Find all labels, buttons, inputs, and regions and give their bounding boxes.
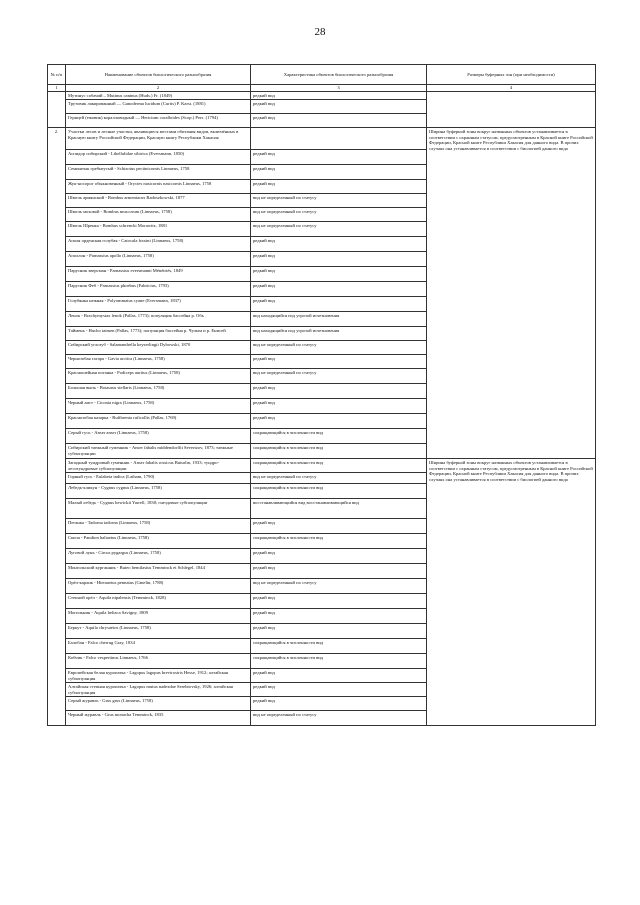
table-row [48,128,596,150]
object-status: вид не определенный по статусу [251,579,427,594]
object-status: редкий вид [251,399,427,414]
object-status: сокращающийся в численности вид [251,654,427,669]
object-name: Герицей (ежовик) коралловидный — Hericium coralloides (Scop.) Pers. (1794) [66,114,251,128]
object-name: Монгольский курганник - Buteo hemilasius Temminck et Schlegel, 1844 [66,564,251,579]
table-row [48,459,596,473]
object-name: Скопа - Pandion haliaetus (Linnaeus, 1758) [66,534,251,549]
object-name: Черный журавль - Grus monacha Temminck, 1835 [66,711,251,726]
table-header-row [48,65,596,85]
object-status: сокращающийся в численности вид [251,534,427,549]
object-name: Лебедь-кликун - Cygnus cygnus (Linnaeus, 1758) [66,484,251,499]
object-status: редкий вид [251,594,427,609]
section-number: 2. [48,128,66,726]
object-name: Западный тундровый гуменник - Anser fabalis rossicus Buturlin, 1933; тундро-лесотундровые субпопуляции [66,459,251,473]
object-status: редкий вид [251,237,427,252]
column-number: 4 [427,85,596,92]
header-number: № п/п [48,65,66,85]
object-name: Серый гусь - Anser anser (Linnaeus, 1758) [66,429,251,444]
object-status: редкий вид [251,414,427,429]
object-status: редкий вид [251,697,427,711]
object-name: Парусник Феб - Parnassius phoebus (Fabricius, 1793) [66,282,251,297]
object-name: Мутинус собачий – Mutinus caninus (Huds.) Fr. (1849) [66,92,251,100]
object-name: Орёл-карлик - Hieraaetus pennatus (Gmelin, 1788) [66,579,251,594]
table-row [48,92,596,100]
column-number: 1 [48,85,66,92]
object-name: Ленок - Brachymystax lenok (Pallas, 1773); популяция бассейна р. Обь [66,312,251,327]
object-status: вид не определенный по статусу [251,473,427,484]
object-name: Аполя орденская голубая - Catocala fraxini (Linnaeus, 1758) [66,237,251,252]
buffer-cell-empty [427,92,596,128]
object-name: Пеганка - Tadorna tadorna (Linnaeus, 1758) [66,519,251,534]
object-status: вид не определенный по статусу [251,341,427,355]
object-name: Таймень - Hucho taimen (Pallas, 1773); популяция бассейна р. Чулым и р. Енисей [66,327,251,341]
object-name: Алтайская степная куропатка - Lagopus mutus nadezdae Serebrovsky, 1926; алтайская субпопуляция [66,683,251,697]
column-number-row [48,85,596,92]
buffer-zone-note: Ширина буферной зоны вокруг названных объектов устанавливается в соответствии с охранным статусом, предусмотренным в Красной книге Российской Федерации, Красной книге Республики Хакасия для данного вида. В прочих случаях она устанавливается в соответствии с биологией данного вида [427,459,596,726]
object-name: Балобан - Falco cherrug Gray, 1834 [66,639,251,654]
buffer-zone-note: Ширина буферной зоны вокруг названных объектов устанавливается в соответствии с охранным статусом, предусмотренным в Красной книге Российской Федерации, Красной книге Республики Хакасия для данного вида. В прочих случаях она устанавливается в соответствии с биологией данного вида [427,128,596,459]
object-status: редкий вид [251,519,427,534]
object-status: редкий вид [251,180,427,194]
header-buffer-size: Размеры буферных зон (при необходимости) [427,65,596,85]
object-name: Шмель моховой - Bombus muscorum (Linnaeus, 1758) [66,208,251,222]
object-name: Горный гусь - Eulabeia indica (Latham, 1790) [66,473,251,484]
header-characteristic: Характеристика объектов биологического разнообразия [251,65,427,85]
object-status: вид не определенный по статусу [251,208,427,222]
object-status: редкий вид [251,549,427,564]
object-name: Участки лесов и лесные участки, являющиеся местами обитания видов, включённых в Красную книгу Российской Федерации, Красную книгу Республики Хакасия [66,128,251,150]
object-name: Шмель армянский - Bombus armeniacus Radoszkowski, 1877 [66,194,251,208]
object-status: вид находящийся под угрозой исчезновения [251,312,427,327]
object-name: Малый лебедь - Cygnus bewickii Yarrell, 1830; гнездовые субпопуляции [66,499,251,519]
object-name: Шмель Шренка - Bombus schrencki Morawitz, 1881 [66,222,251,237]
object-status: сокращающийся в численности вид [251,484,427,499]
object-name: Трутовик лакированный — Ganoderma lucidum (Curtis) P. Karst. (1881) [66,100,251,114]
object-status: редкий вид [251,624,427,639]
object-status [251,128,427,150]
object-status: редкий вид [251,165,427,180]
object-name: Сибирский углозуб - Salamandrella keyserlingii Dybowski, 1870 [66,341,251,355]
object-status: редкий вид [251,114,427,128]
object-status: сокращающийся в численности вид [251,444,427,459]
object-status: вид не определенный по статусу [251,194,427,208]
object-name: Красношейная поганка - Podiceps auritus (Linnaeus, 1758) [66,369,251,384]
object-name: Степной орёл - Aquila nipalensis (Temminck, 1828) [66,594,251,609]
object-status: редкий вид [251,669,427,683]
header-object-name: Наименование объектов биологического разнообразия [66,65,251,85]
object-status: редкий вид [251,92,427,100]
object-status: вид не определенный по статусу [251,369,427,384]
object-status: вид не определенный по статусу [251,222,427,237]
object-status: редкий вид [251,100,427,114]
object-name: Европейская белая куропатка - Lagopus lagopus brevirostris Hesse, 1912; алтайская субпопуляция [66,669,251,683]
object-status: редкий вид [251,150,427,165]
object-name: Краснозобая казарка - Rufibrenta ruficollis (Pallas, 1769) [66,414,251,429]
object-name: Сибирский таежный гуменник - Anser fabalis middendorffii Severtzov, 1873; таежные субпопуляции [66,444,251,459]
object-name: Большая выпь - Botaurus stellaris (Linnaeus, 1758) [66,384,251,399]
object-status: сокращающийся в численности вид [251,639,427,654]
object-status: редкий вид [251,609,427,624]
object-status: редкий вид [251,355,427,369]
object-status: редкий вид [251,282,427,297]
object-status: сокращающийся в численности вид [251,459,427,473]
column-number: 3 [251,85,427,92]
object-name: Аполлон - Parnassius apollo (Linnaeus, 1758) [66,252,251,267]
page-number: 28 [314,26,326,38]
object-name: Семиштык гребнеусый - Schizotus pectinicornis Linnaeus, 1758 [66,165,251,180]
object-status: вид не определенный по статусу [251,711,427,726]
object-status: вид находящийся под угрозой исчезновения [251,327,427,341]
object-name: Голубянка нежная - Polyommatus cyane (Eversmann, 1837) [66,297,251,312]
object-name: Беркут - Aquila chrysaetos (Linnaeus, 1758) [66,624,251,639]
biodiversity-table [47,64,596,726]
object-status: редкий вид [251,297,427,312]
object-name: Аспидор сибирский - Libellulidae sibirica (Eversmann, 1850) [66,150,251,165]
object-status: восстанавливающийся вид восстанавливающийся вид [251,499,427,519]
column-number: 2 [66,85,251,92]
row-number-cell [48,92,66,128]
object-name: Жук-носорог обыкновенный - Oryctes nasicornis nasicornis Linnaeus, 1758 [66,180,251,194]
object-name: Парусник эверсман - Parnassius eversmanni Ménétriés, 1849 [66,267,251,282]
object-status: сокращающийся в численности вид [251,429,427,444]
object-name: Чернозобая гагара - Gavia arctica (Linnaeus, 1758) [66,355,251,369]
object-name: Луговой лунь - Circus pygargus (Linnaeus, 1758) [66,549,251,564]
object-name: Черный аист - Ciconia nigra (Linnaeus, 1758) [66,399,251,414]
object-name: Могильник - Aquila heliaca Savigny, 1809 [66,609,251,624]
object-name: Кобчик - Falco vespertinus Linnaeus, 1766 [66,654,251,669]
object-status: редкий вид [251,683,427,697]
object-status: редкий вид [251,267,427,282]
object-status: редкий вид [251,252,427,267]
object-status: редкий вид [251,384,427,399]
object-name: Серый журавль - Grus grus (Linnaeus, 1758) [66,697,251,711]
object-status: редкий вид [251,564,427,579]
